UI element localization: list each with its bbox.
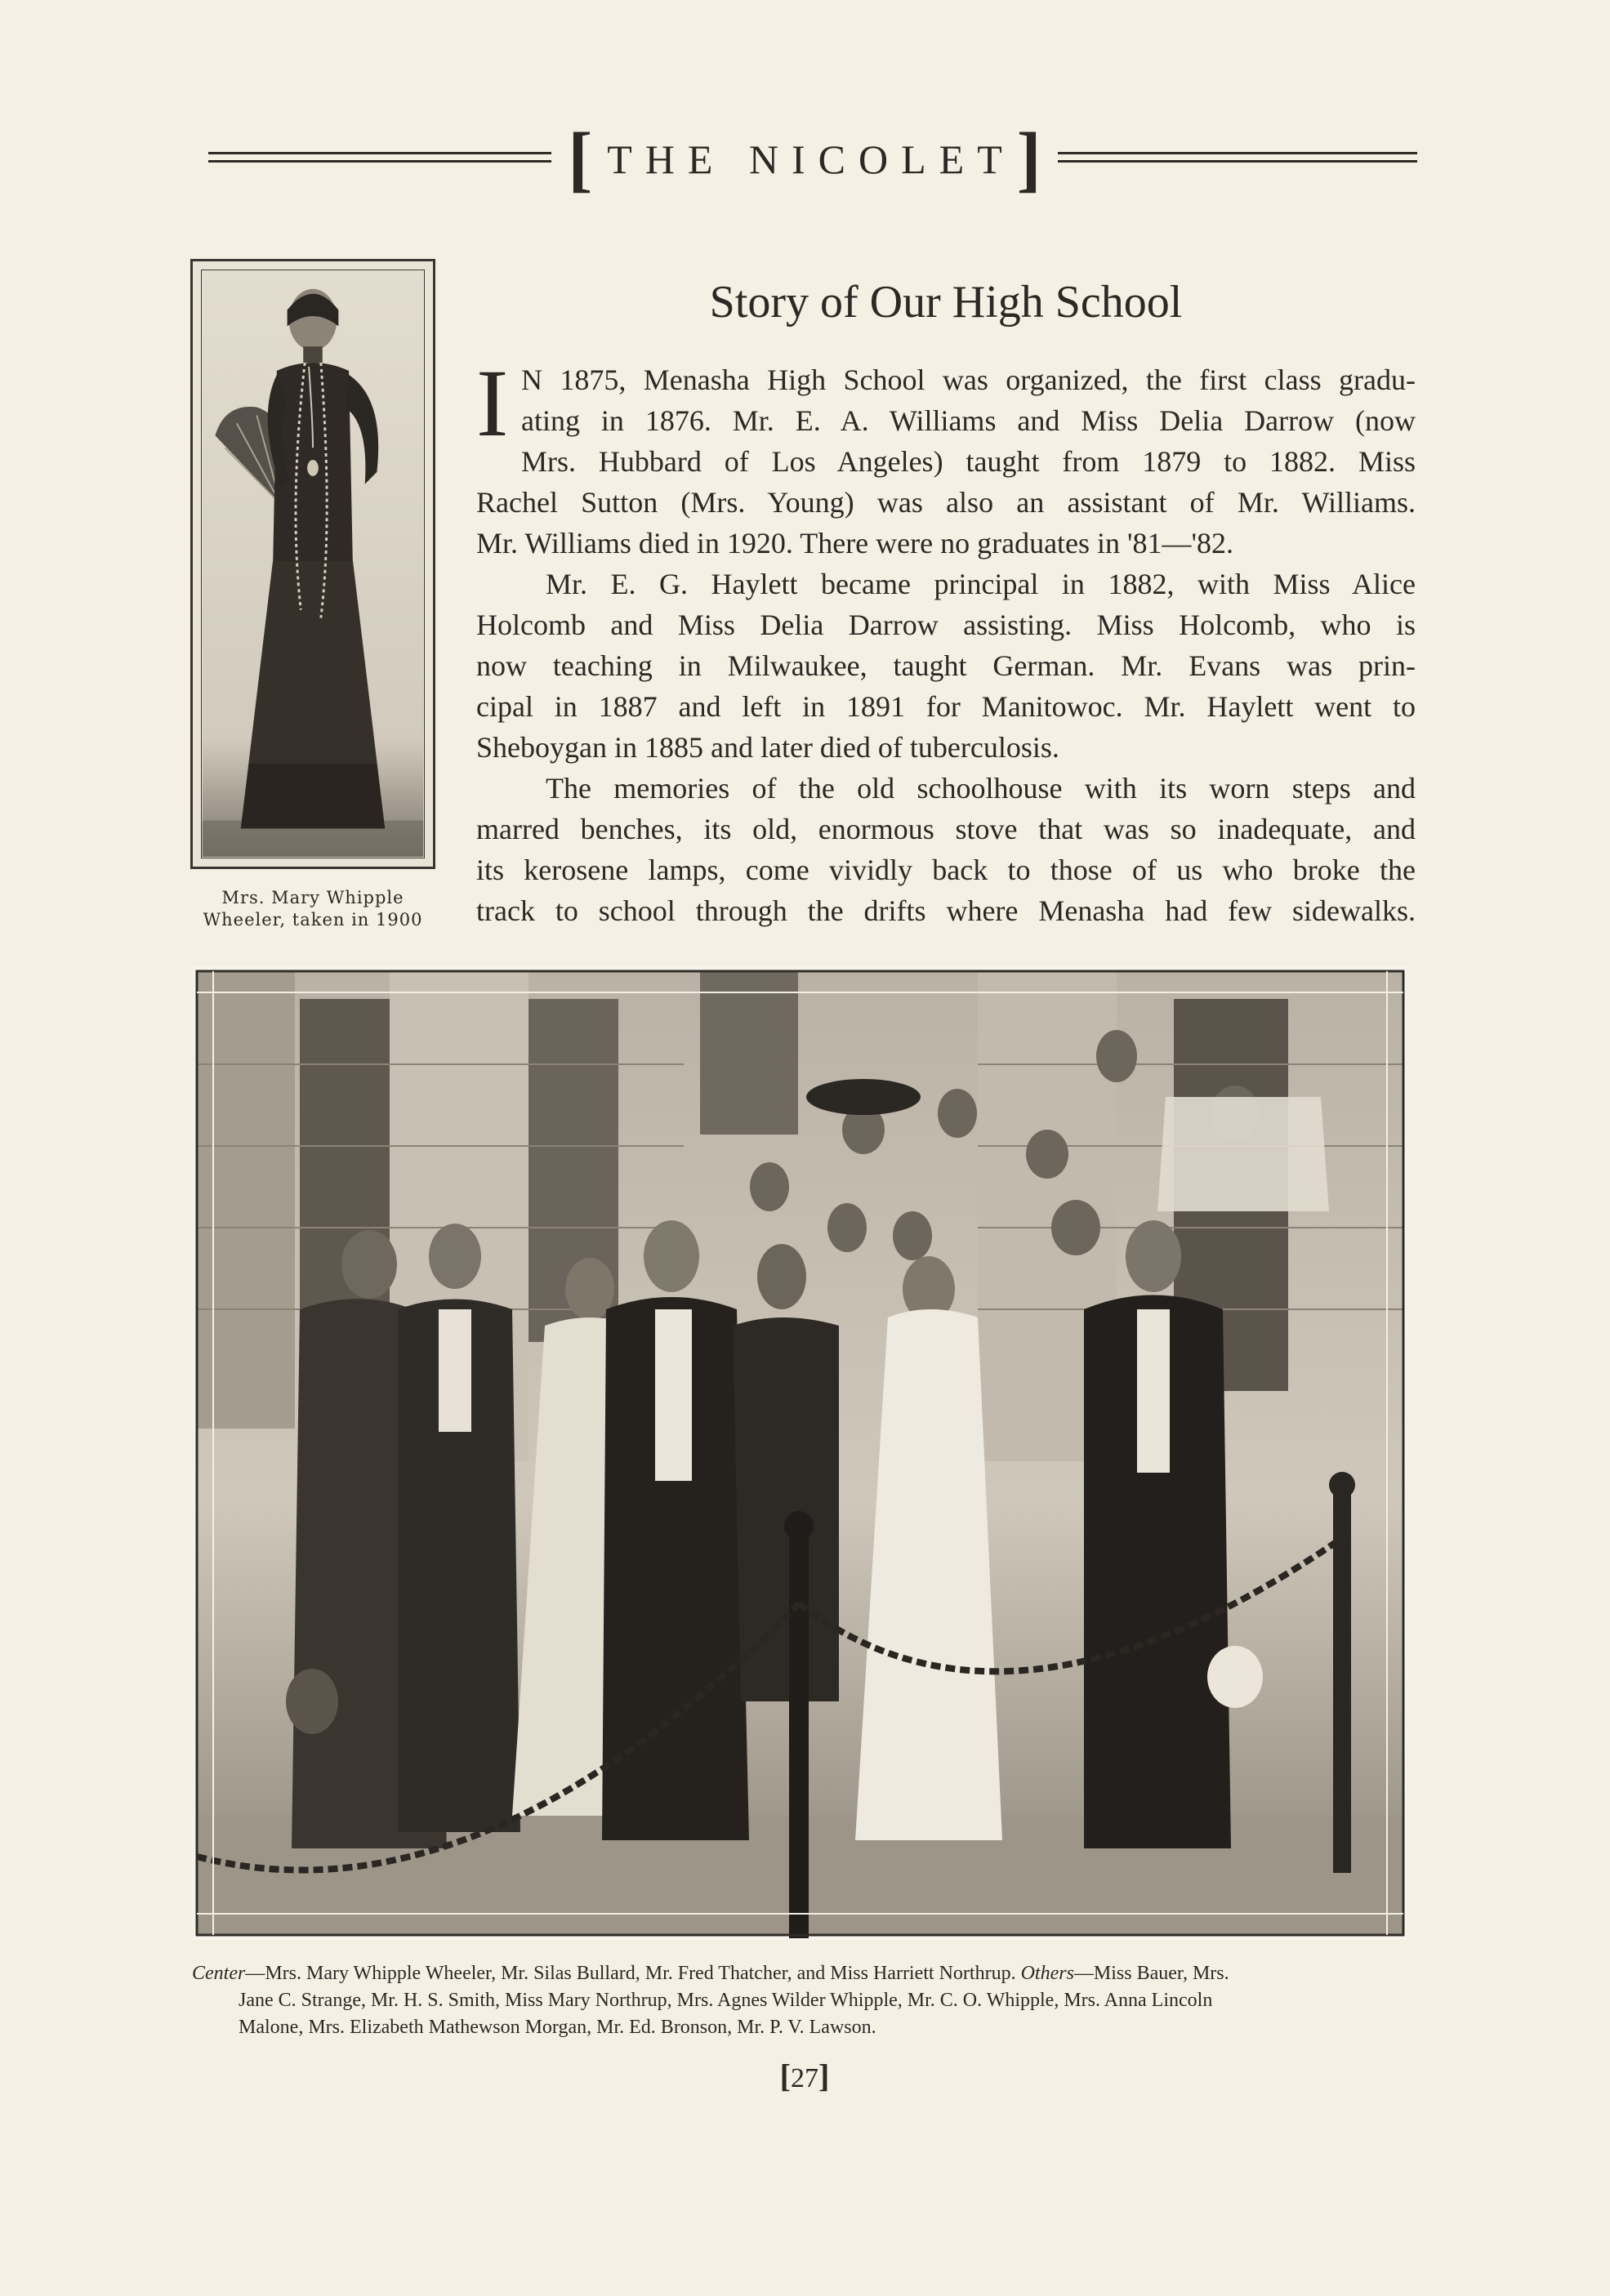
- header-rule-right: [1058, 152, 1417, 165]
- page-number-block: [735, 2057, 874, 2095]
- story-line: Mr. Williams died in 1920. There were no graduates in '81—'82.: [476, 527, 1234, 560]
- story-paragraph-2: [476, 564, 1416, 768]
- page-number-bracket-open: [: [779, 2057, 791, 2094]
- caption-center-label: Center: [192, 1963, 246, 1984]
- page-header: [208, 118, 1417, 199]
- story-title: Story of Our High School: [709, 277, 1183, 328]
- story-line: Holcomb and Miss Delia Darrow assisting. Miss Holcomb, who is: [476, 609, 1416, 641]
- caption-line-1: [192, 1960, 1417, 1987]
- story-line: Rachel Sutton (Mrs. Young) was also an assistant of Mr. Williams.: [476, 486, 1416, 519]
- portrait-caption-line-2: Wheeler, taken in 1900: [203, 910, 423, 930]
- header-bracket-open: [: [568, 118, 593, 199]
- story-body: [476, 350, 1416, 931]
- drop-cap: I: [476, 350, 509, 457]
- story-paragraph-1: [476, 350, 1416, 564]
- story-line: The memories of the old schoolhouse with its worn steps and: [546, 772, 1416, 805]
- header-bracket-close: ]: [1016, 118, 1041, 199]
- story-line: track to school through the drifts where Menasha had few sidewalks.: [476, 894, 1416, 927]
- story-line: Mrs. Hubbard of Los Angeles) taught from 1879 to 1882. Miss: [521, 445, 1416, 478]
- group-photo-illustration: [194, 966, 1407, 1940]
- story-line: ating in 1876. Mr. E. A. Williams and Miss Delia Darrow (now: [521, 404, 1416, 437]
- story-line: N 1875, Menasha High School was organized, the first class gradu-: [521, 363, 1416, 396]
- story-line: Sheboygan in 1885 and later died of tuberculosis.: [476, 731, 1059, 764]
- caption-center-text: —Mrs. Mary Whipple Wheeler, Mr. Silas Bullard, Mr. Fred Thatcher, and Miss Harriett Northrup.: [245, 1963, 1016, 1984]
- story-line: marred benches, its old, enormous stove that was so inadequate, and: [476, 813, 1416, 845]
- portrait-caption: [190, 887, 435, 931]
- group-photo-caption: [192, 1960, 1417, 2041]
- header-title-block: [564, 118, 1046, 199]
- header-rule-left: [208, 152, 551, 165]
- story-line: Mr. E. G. Haylett became principal in 1882, with Miss Alice: [546, 568, 1416, 600]
- caption-others-label: Others: [1020, 1963, 1074, 1984]
- caption-others-text: —Miss Bauer, Mrs.: [1073, 1963, 1229, 1984]
- story-line: its kerosene lamps, come vividly back to those of us who broke the: [476, 854, 1416, 886]
- header-title: THE NICOLET: [607, 136, 1015, 182]
- group-photo: [194, 966, 1407, 1940]
- caption-line-3: Malone, Mrs. Elizabeth Mathewson Morgan, Mr. Ed. Bronson, Mr. P. V. Lawson.: [239, 2017, 876, 2038]
- page-number-bracket-close: ]: [818, 2057, 830, 2094]
- page-number: 27: [791, 2063, 818, 2093]
- story-line: cipal in 1887 and left in 1891 for Manitowoc. Mr. Haylett went to: [476, 690, 1416, 723]
- portrait-photo: [190, 259, 435, 869]
- caption-line-2: Jane C. Strange, Mr. H. S. Smith, Miss Mary Northrup, Mrs. Agnes Wilder Whipple, Mr. C. O. Whipple, Mrs. Anna Lincoln: [239, 1990, 1213, 2011]
- story-paragraph-3: [476, 768, 1416, 931]
- portrait-caption-line-1: Mrs. Mary Whipple: [221, 888, 404, 907]
- story-line: now teaching in Milwaukee, taught German. Mr. Evans was prin-: [476, 649, 1416, 682]
